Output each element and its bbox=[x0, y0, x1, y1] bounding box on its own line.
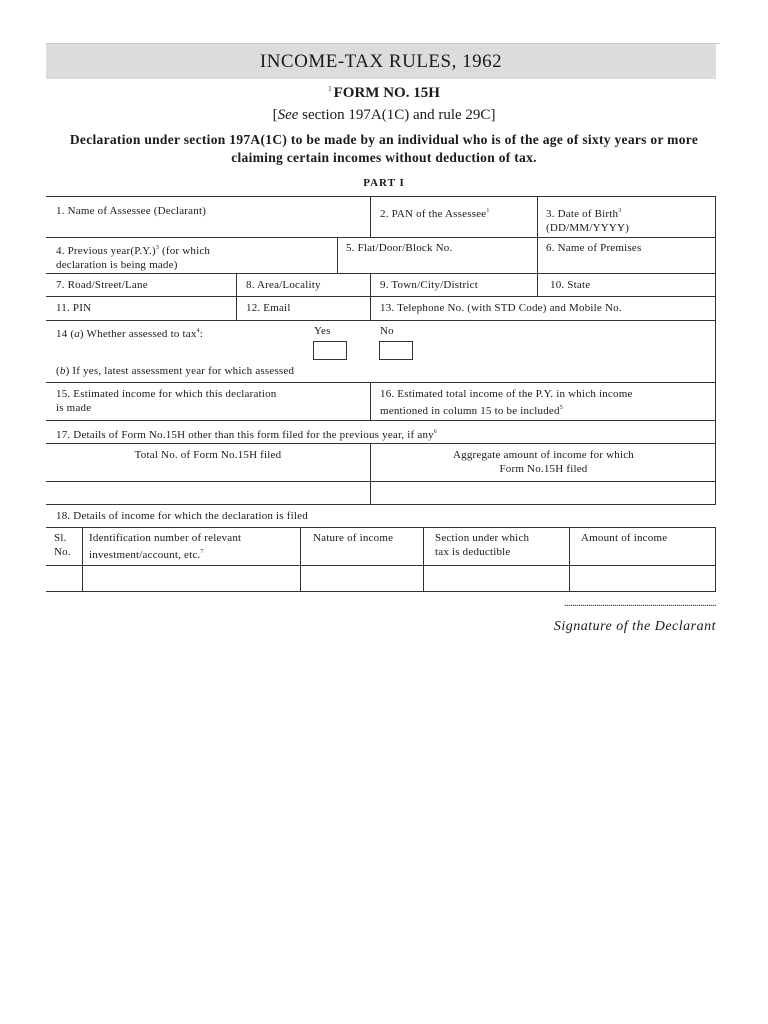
field-email: 12. Email bbox=[246, 302, 291, 314]
field-assessed-to-tax-letter: a bbox=[74, 328, 80, 340]
grid-line bbox=[370, 273, 371, 320]
grid-line bbox=[300, 527, 301, 591]
field-estimated-total-income bbox=[380, 387, 633, 418]
no-checkbox[interactable] bbox=[379, 341, 413, 360]
column-identification-number-line1: Identification number of relevant bbox=[89, 532, 242, 544]
field-road-street-lane: 7. Road/Street/Lane bbox=[56, 279, 148, 291]
grid-line bbox=[537, 196, 538, 237]
column-serial-number-line2: No. bbox=[54, 546, 71, 558]
signature-line: ............................................................................ bbox=[564, 598, 716, 609]
field-date-of-birth-format: (DD/MM/YYYY) bbox=[546, 222, 630, 234]
grid-line bbox=[46, 237, 716, 238]
field-latest-assessment-year-label: ) If yes, latest assessment year for which assessed bbox=[65, 365, 295, 377]
grid-line bbox=[715, 320, 716, 443]
field-estimated-income-label-line2: is made bbox=[56, 402, 92, 414]
grid-line bbox=[537, 237, 538, 273]
field-previous-year-label-line2: declaration is being made) bbox=[56, 259, 178, 271]
field-assessed-to-tax-label: ) Whether assessed to tax bbox=[79, 328, 197, 340]
grid-line bbox=[370, 196, 371, 237]
part-heading: PART I bbox=[363, 177, 405, 189]
column-aggregate-amount-label-line2: Form No.15H filed bbox=[499, 463, 588, 475]
field-name-of-premises: 6. Name of Premises bbox=[546, 242, 642, 254]
column-serial-number bbox=[54, 531, 71, 559]
field-other-form-15h-details-label: 17. Details of Form No.15H other than this form filed for the previous year, if any bbox=[56, 429, 434, 441]
section-reference-see: See bbox=[277, 107, 299, 123]
grid-line bbox=[370, 382, 371, 420]
field-state: 10. State bbox=[550, 279, 591, 291]
field-assessed-to-tax-footnote: 4 bbox=[196, 328, 200, 334]
field-assessed-to-tax-prefix: 14 ( bbox=[56, 328, 75, 340]
column-section-line2: tax is deductible bbox=[435, 546, 511, 558]
grid-line bbox=[46, 196, 716, 197]
field-pan bbox=[380, 204, 490, 221]
field-latest-assessment-year-prefix: ( bbox=[56, 365, 60, 377]
section-reference-bracket: [ bbox=[272, 107, 278, 123]
grid-line bbox=[423, 527, 424, 591]
column-amount-of-income: Amount of income bbox=[581, 532, 668, 544]
field-flat-door-block: 5. Flat/Door/Block No. bbox=[346, 242, 453, 254]
column-total-forms-filed: Total No. of Form No.15H filed bbox=[134, 449, 282, 461]
field-estimated-total-income-label-line2: mentioned in column 15 to be included bbox=[380, 405, 560, 417]
grid-line bbox=[715, 273, 716, 320]
field-telephone: 13. Telephone No. (with STD Code) and Mobile No. bbox=[380, 302, 622, 314]
field-pan-footnote: 1 bbox=[486, 208, 490, 214]
section-reference bbox=[0, 107, 768, 124]
field-pin: 11. PIN bbox=[56, 302, 92, 314]
rules-title: INCOME-TAX RULES, 1962 bbox=[46, 44, 716, 79]
field-previous-year-label-cont: (for which bbox=[159, 245, 211, 257]
grid-line bbox=[46, 591, 716, 592]
field-latest-assessment-year-letter: b bbox=[59, 365, 66, 377]
grid-line bbox=[715, 527, 716, 591]
field-assessed-to-tax-colon: : bbox=[199, 328, 203, 340]
field-pan-label: 2. PAN of the Assessee bbox=[380, 208, 487, 220]
field-estimated-total-income-label: 16. Estimated total income of the P.Y. in which income bbox=[380, 388, 633, 400]
grid-line bbox=[46, 504, 716, 505]
grid-line bbox=[46, 273, 716, 274]
form-number bbox=[0, 85, 768, 102]
grid-line bbox=[46, 443, 716, 444]
grid-line bbox=[537, 273, 538, 296]
grid-line bbox=[715, 196, 716, 237]
field-date-of-birth-label: 3. Date of Birth bbox=[546, 208, 619, 220]
field-estimated-income bbox=[56, 387, 276, 415]
field-area-locality: 8. Area/Locality bbox=[246, 279, 321, 291]
grid-line bbox=[236, 273, 237, 320]
grid-line bbox=[46, 382, 716, 383]
field-previous-year-label: 4. Previous year(P.Y.) bbox=[56, 245, 156, 257]
column-identification-number bbox=[89, 531, 241, 562]
field-other-form-15h-details-footnote: 6 bbox=[433, 429, 438, 435]
grid-line bbox=[46, 481, 716, 482]
field-income-details: 18. Details of income for which the declaration is filed bbox=[56, 510, 308, 522]
grid-line bbox=[337, 237, 338, 273]
grid-line bbox=[569, 527, 570, 591]
declaration-heading: Declaration under section 197A(1C) to be made by an individual who is of the age of sixty years or more claiming certain incomes without deduction of tax. bbox=[69, 132, 699, 165]
field-latest-assessment-year bbox=[56, 364, 294, 378]
field-date-of-birth-footnote: 3 bbox=[618, 208, 622, 214]
column-aggregate-amount-label: Aggregate amount of income for which bbox=[452, 449, 634, 461]
column-section bbox=[435, 531, 529, 559]
column-serial-number-line1: Sl. bbox=[54, 532, 67, 544]
section-reference-text: section 197A(1C) and rule 29C] bbox=[298, 107, 496, 123]
no-label: No bbox=[380, 325, 394, 337]
grid-line bbox=[46, 420, 716, 421]
form-number-text: FORM NO. 15H bbox=[333, 85, 440, 101]
form-grid bbox=[46, 196, 716, 592]
field-other-form-15h-details bbox=[56, 425, 437, 442]
column-identification-number-line2: investment/account, etc. bbox=[89, 549, 201, 561]
grid-line bbox=[82, 527, 83, 591]
field-date-of-birth bbox=[546, 204, 629, 235]
signature-label: Signature of the Declarant bbox=[553, 619, 716, 634]
yes-checkbox[interactable] bbox=[313, 341, 347, 360]
field-town-city-district: 9. Town/City/District bbox=[380, 279, 478, 291]
field-previous-year bbox=[56, 241, 210, 272]
field-previous-year-footnote: 3 bbox=[155, 245, 160, 251]
field-name-of-assessee: 1. Name of Assessee (Declarant) bbox=[56, 205, 207, 217]
field-estimated-income-label: 15. Estimated income for which this declaration bbox=[56, 388, 277, 400]
column-nature-of-income: Nature of income bbox=[313, 532, 394, 544]
column-section-line1: Section under which bbox=[435, 532, 530, 544]
grid-line bbox=[715, 237, 716, 273]
footnote-marker: 1 bbox=[328, 85, 332, 93]
grid-line bbox=[46, 296, 716, 297]
yes-label: Yes bbox=[314, 325, 331, 337]
field-estimated-total-income-footnote: 5 bbox=[559, 405, 563, 411]
field-assessed-to-tax bbox=[56, 324, 203, 341]
grid-line bbox=[46, 565, 716, 566]
grid-line bbox=[46, 320, 716, 321]
column-identification-number-footnote: 7 bbox=[200, 549, 204, 555]
column-aggregate-amount bbox=[371, 448, 716, 476]
grid-line bbox=[46, 527, 716, 528]
